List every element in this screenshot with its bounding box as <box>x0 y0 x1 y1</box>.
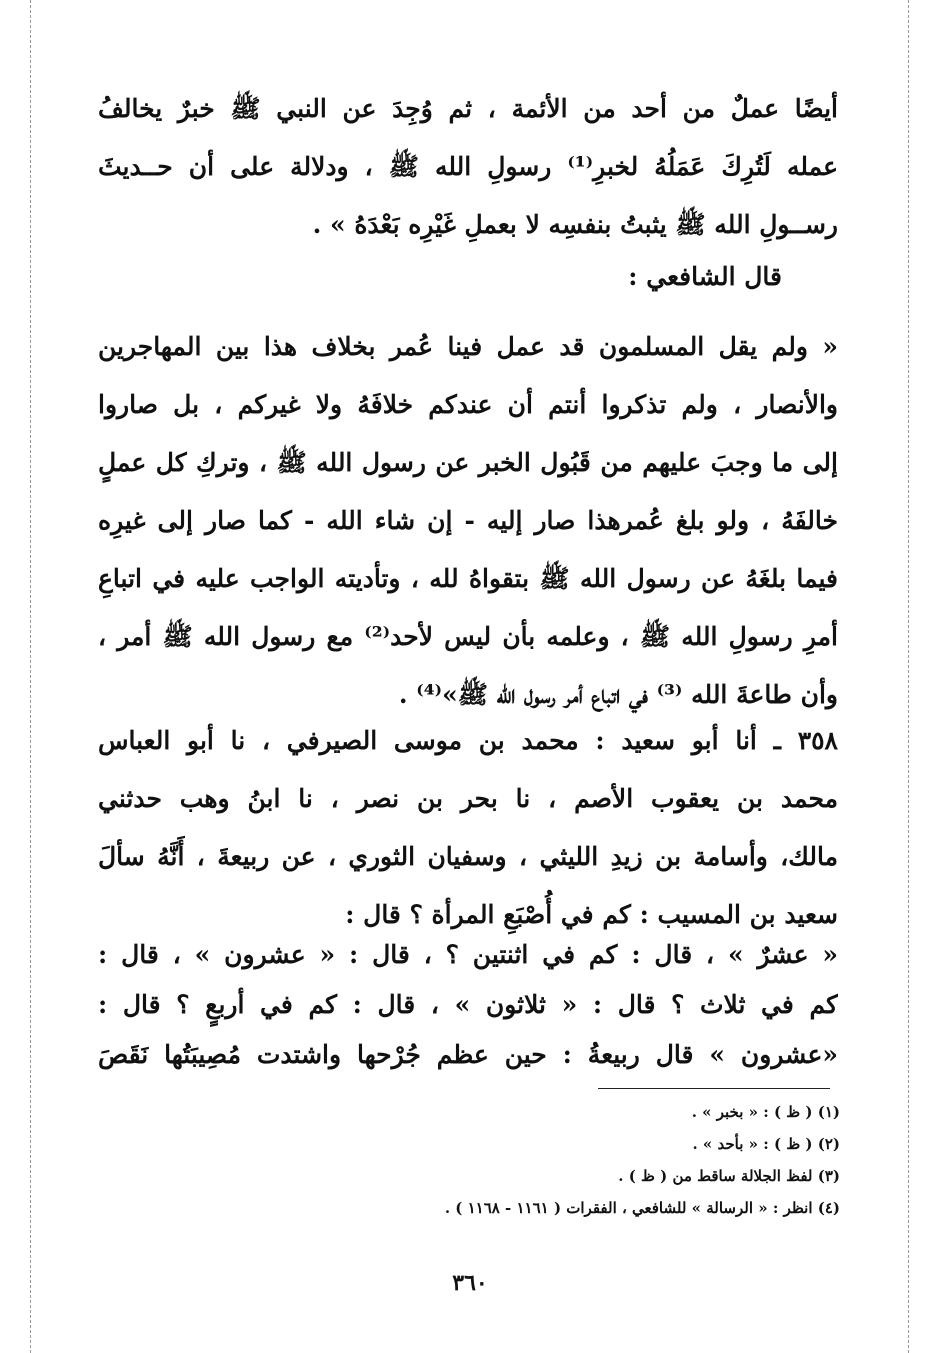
text-line: أمرِ رسولِ الله ﷺ ، وعلمه بأن ليس لأحد⁽²⁾ مع رسول الله ﷺ أمر ، <box>98 622 838 651</box>
text-line: مالك، وأسامة بن زيدِ الليثي ، وسفيان الثوري ، عن ربيعةَ ، أَنَّهُ سألَ <box>98 842 838 871</box>
text-line: وأن طاعةَ الله ⁽³⁾ في اتباع أمر رسول الله ﷺ»⁽⁴⁾ . <box>398 680 838 709</box>
text-line: خالفَهُ ، ولو بلغ عُمرهذا صار إليه - إن شاء الله - كما صار إلى غيرِه <box>98 506 838 535</box>
paragraph-4 <box>98 930 838 1080</box>
text-line: ٣٥٨ ـ أنا أبو سعيد : محمد بن موسى الصيرفي ، نا أبو العباس <box>98 726 838 755</box>
text-line: « ولم يقل المسلمون قد عمل فينا عُمر بخلاف هذا بين المهاجرين <box>98 332 838 361</box>
scan-edge-right <box>908 0 909 1353</box>
text-line: فيما بلغَهُ عن رسول الله ﷺ بتقواهُ لله ، وتأديته الواجب عليه في اتباعِ <box>98 564 838 593</box>
section-heading: قال الشافعي : <box>628 262 782 291</box>
footnote: (٢) ( ظ ) : « بأحد » . <box>692 1135 840 1153</box>
footnote: (١) ( ظ ) : « بخبر » . <box>691 1103 840 1121</box>
text-line: عمله لَتُرِكَ عَمَلُهُ لخبرِ⁽¹⁾ رسولِ الله ﷺ ، ودلالة على أن حــديثَ <box>98 152 838 181</box>
paragraph-2 <box>98 318 838 724</box>
text-line: والأنصار ، ولم تذكروا أنتم أن عندكم خلافَهُ ولا غيركم ، بل صاروا <box>98 390 838 419</box>
text-line: كم في ثلاث ؟ قال : « ثلاثون » ، قال : كم في أربعٍ ؟ قال : <box>98 990 838 1019</box>
scan-edge-left <box>30 0 31 1353</box>
text-line: أيضًا عملٌ من أحد من الأئمة ، ثم وُجِدَ عن النبي ﷺ خبرٌ يخالفُ <box>98 94 838 123</box>
text-line: سعيد بن المسيب : كم في أُصْبَعِ المرأة ؟ قال : <box>345 900 838 929</box>
footnotes <box>300 1096 840 1224</box>
footnote: (٤) انظر : « الرسالة » للشافعي ، الفقرات ( ١١٦١ - ١١٦٨ ) . <box>444 1199 840 1217</box>
shafii-heading-block <box>98 248 838 306</box>
paragraph-3 <box>98 712 838 944</box>
paragraph-1 <box>98 80 838 254</box>
text-line: إلى ما وجبَ عليهم من قَبُول الخبر عن رسول الله ﷺ ، وتركِ كل عملٍ <box>98 448 838 477</box>
page-number: ٣٦٠ <box>452 1270 488 1296</box>
text-line: «عشرون » قال ربيعةُ : حين عظم جُرْحها واشتدت مُصِيبَتُها نَقَصَ <box>98 1040 838 1069</box>
text-line: « عشرٌ » ، قال : كم في اثنتين ؟ ، قال : « عشرون » ، قال : <box>98 940 838 969</box>
text-line: رســولِ الله ﷺ يثبتُ بنفسِه لا بعملِ غَيْرِه بَعْدَهُ » . <box>312 210 838 239</box>
footnote-separator <box>598 1088 830 1089</box>
footnote: (٣) لفظ الجلالة ساقط من ( ظ ) . <box>618 1167 840 1185</box>
text-line: محمد بن يعقوب الأصم ، نا بحر بن نصر ، نا ابنُ وهب حدثني <box>98 784 838 813</box>
